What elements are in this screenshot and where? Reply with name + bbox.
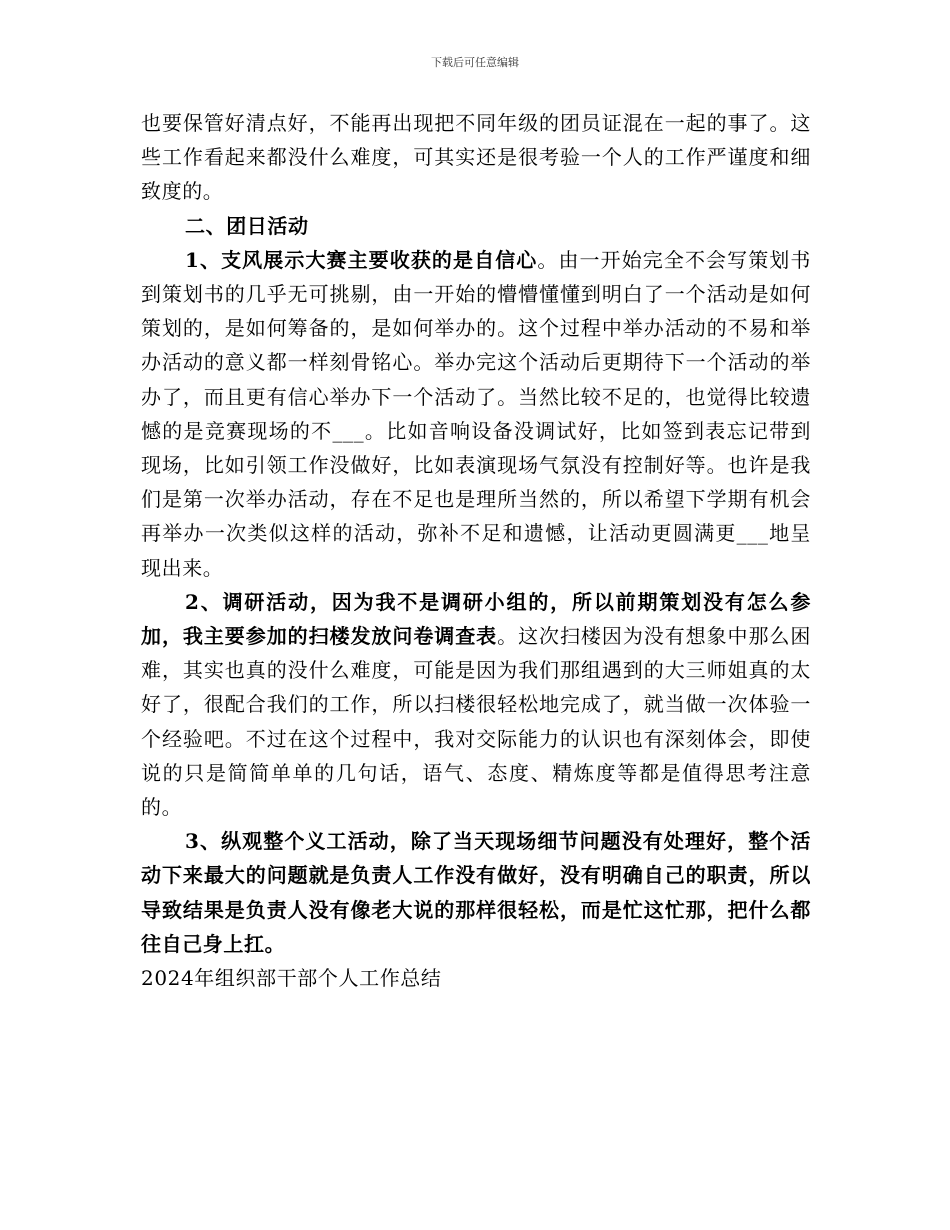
paragraph-lead-bold: 1、支风展示大赛主要收获的是自信心 <box>185 247 538 272</box>
next-document-title: 2024年组织部干部个人工作总结 <box>141 966 442 991</box>
paragraph-lead-bold: 2、调研活动，因为我不是调研小组的，所以前期策划没有怎么参加，我主要参加的扫楼发放问卷调查表 <box>141 589 811 649</box>
paragraph-research-activity <box>141 585 811 824</box>
document-body <box>141 106 811 995</box>
section-heading-league-day: 二、团日活动 <box>185 213 309 238</box>
paragraph-volunteer-review: 3、纵观整个义工活动，除了当天现场细节问题没有处理好，整个活动下来最大的问题就是负责人工作没有做好，没有明确自己的职责，所以导致结果是负责人没有像老大说的那样很轻松，而是忙这忙那，把什么都往自己身上扛。 <box>141 829 811 956</box>
page-header-note: 下载后可任意编辑 <box>431 56 519 69</box>
paragraph-body: 。由一开始完全不会写策划书到策划书的几乎无可挑剔，由一开始的懵懵懂懂到明白了一个活动是如何策划的，是如何筹备的，是如何举办的。这个过程中举办活动的不易和举办活动的意义都一样刻骨铭心。举办完这个活动后更期待下一个活动的举办了，而且更有信心举办下一个活动了。当然比较不足的，也觉得比较遗憾的是竞赛现场的不___。比如音响设备没调试好，比如签到表忘记带到现场，比如引领工作没做好，比如表演现场气氛没有控制好等。也许是我们是第一次举办活动，存在不足也是理所当然的，所以希望下学期有机会再举办一次类似这样的活动，弥补不足和遗憾，让活动更圆满更___地呈现出来。 <box>141 247 811 580</box>
paragraph-body: 。这次扫楼因为没有想象中那么困难，其实也真的没什么难度，可能是因为我们那组遇到的大三师姐真的太好了，很配合我们的工作，所以扫楼很轻松地完成了，就当做一次体验一个经验吧。不过在这个过程中，我对交际能力的认识也有深刻体会，即使说的只是简简单单的几句话，语气、态度、精炼度等都是值得思考注意的。 <box>141 624 812 820</box>
paragraph-branch-showcase <box>141 243 811 585</box>
paragraph-continuation: 也要保管好清点好，不能再出现把不同年级的团员证混在一起的事了。这些工作看起来都没什么难度，可其实还是很考验一个人的工作严谨度和细致度的。 <box>141 111 811 204</box>
